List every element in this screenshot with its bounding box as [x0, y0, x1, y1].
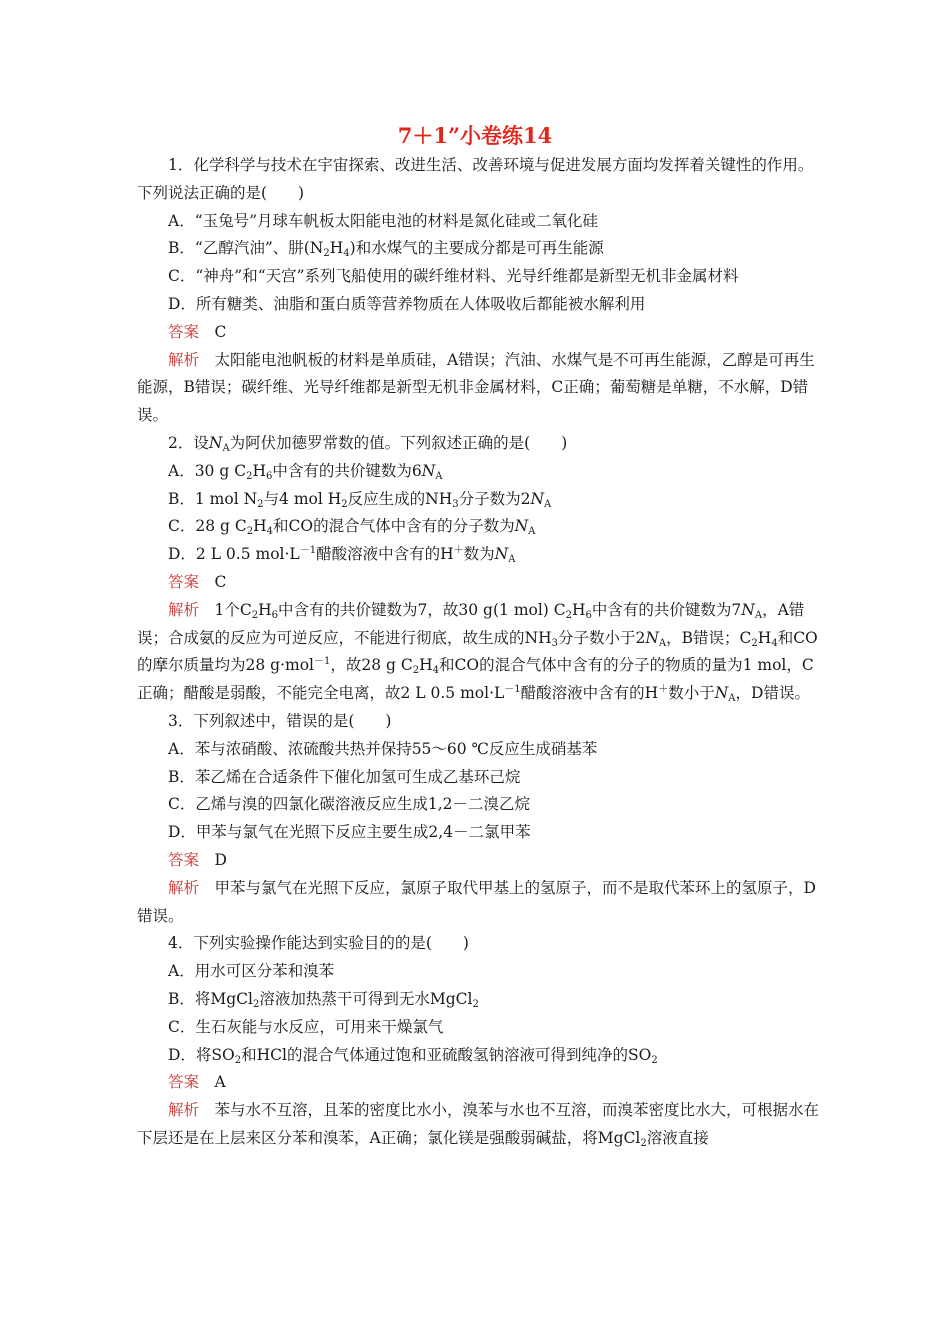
- q4-answer: 答案 A: [168, 1073, 226, 1092]
- q2-option-d: D．2 L 0.5 $mol\cdot L^{-1}$醋酸溶液中含有的H＋数为$N_A$: [168, 545, 516, 566]
- q4-option-c: C．生石灰能与水反应，可用来干燥氯气: [168, 1017, 444, 1036]
- q4-option-a: A．用水可区分苯和溴苯: [168, 962, 335, 981]
- question-4-stem: 4．下列实验操作能达到实验目的的是( ): [168, 934, 469, 953]
- q1-option-a: A．“玉兔号”月球车帆板太阳能电池的材料是氮化硅或二氧化硅: [168, 211, 599, 230]
- q2-analysis: 解析 1个$C_2H_6$中含有的共价键数为7，故30 g(1 mol) $C_2H_6$中含有的共价键数为$7N_A$，A错误；合成氨的反应为可逆反应，不能进行彻底，故生成的$NH_3$分子数小于$2N_A$，B错误；$C_2H_4$和CO的摩尔质量均为28 g·mol$^{-1}$，故28 g $C_2H_4$和CO的混合气体中含有的分子的物质的量为1 mol，C正确；醋酸是弱酸，不能完全电离，故2 L 0.5 $mol\cdot L^{-1}$醋酸溶液中含有的H＋数小于$N_A$，D错误。: [137, 600, 818, 705]
- q2-option-a: A．30 g $C_2H_6$中含有的共价键数为$6N_A$: [168, 461, 443, 482]
- question-1-stem: 1．化学科学与技术在宇宙探索、改进生活、改善环境与促进发展方面均发挥着关键性的作用。下列说法正确的是( ): [137, 156, 814, 202]
- q2-option-b: B．1 mol $N_2$与4 mol $H_2$反应生成的$NH_3$分子数为$2N_A$: [168, 489, 552, 510]
- q1-option-b: B．“乙醇汽油”、肼$(N_2H_4)$和水煤气的主要成分都是可再生能源: [168, 239, 604, 260]
- q4-option-b: B．将MgCl$_2$溶液加热蒸干可得到无水MgCl$_2$: [168, 989, 479, 1010]
- q3-option-b: B．苯乙烯在合适条件下催化加氢可生成乙基环己烷: [168, 767, 521, 786]
- q1-analysis: 解析 太阳能电池帆板的材料是单质硅，A错误；汽油、水煤气是不可再生能源，乙醇是可再生能源，B错误；碳纤维、光导纤维都是新型无机非金属材料，C正确；葡萄糖是单糖，不水解，D错误。: [137, 350, 815, 425]
- q2-answer: 答案 C: [168, 572, 227, 591]
- q1-option-d: D．所有糖类、油脂和蛋白质等营养物质在人体吸收后都能被水解利用: [168, 294, 646, 313]
- document-body: [137, 152, 827, 1153]
- q3-analysis: 解析 甲苯与氯气在光照下反应，氯原子取代甲基上的氢原子，而不是取代苯环上的氢原子，D错误。: [137, 878, 816, 925]
- q2-option-c: C．28 g $C_2H_4$和CO的混合气体中含有的分子数为$N_A$: [168, 517, 536, 538]
- page-title: 7＋1”小卷练14: [397, 123, 553, 148]
- q1-answer: 答案 C: [168, 322, 227, 341]
- q1-option-c: C．“神舟”和“天宫”系列飞船使用的碳纤维材料、光导纤维都是新型无机非金属材料: [168, 267, 739, 286]
- question-3-stem: 3．下列叙述中，错误的是( ): [168, 711, 392, 730]
- q3-option-d: D．甲苯与氯气在光照下反应主要生成2,4－二氯甲苯: [168, 823, 531, 842]
- q3-option-a: A．苯与浓硝酸、浓硫酸共热并保持55～60 ℃反应生成硝基苯: [168, 739, 598, 758]
- q3-option-c: C．乙烯与溴的四氯化碳溶液反应生成1,2－二溴乙烷: [168, 795, 531, 814]
- question-2-stem: 2．设$N_A$为阿伏加德罗常数的值。下列叙述正确的是( ): [168, 433, 568, 454]
- q3-answer: 答案 D: [168, 850, 227, 869]
- q4-option-d: D．将$SO_2$和HCl的混合气体通过饱和亚硫酸氢钠溶液可得到纯净的$SO_2$: [168, 1045, 658, 1066]
- q4-analysis: 解析 苯与水不互溶，且苯的密度比水小，溴苯与水也不互溶，而溴苯密度比水大，可根据水在下层还是在上层来区分苯和溴苯，A正确；氯化镁是强酸弱碱盐，将MgCl$_2$溶液直接: [137, 1101, 820, 1149]
